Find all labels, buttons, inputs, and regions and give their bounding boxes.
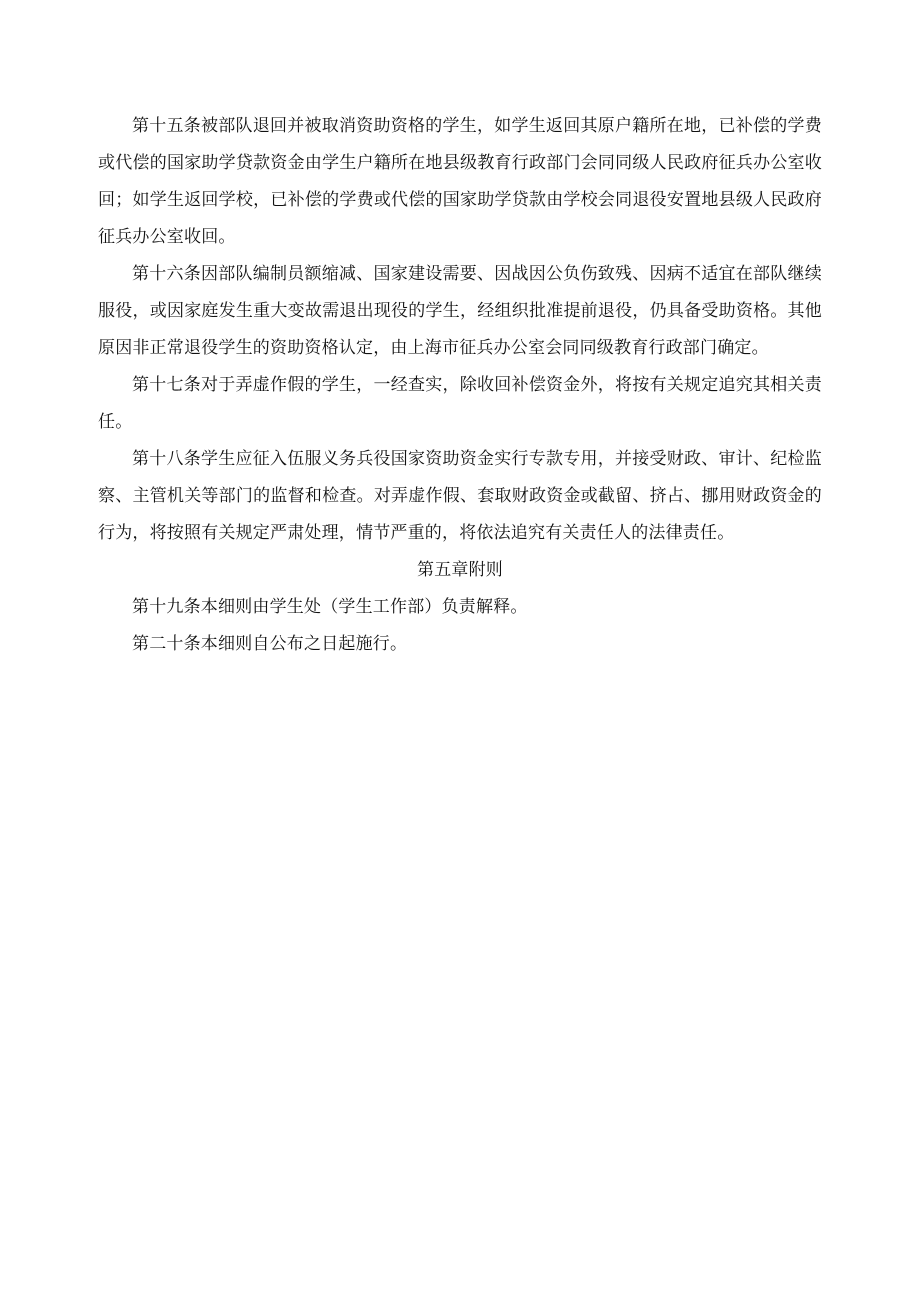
article-16-paragraph: 第十六条因部队编制员额缩减、国家建设需要、因战因公负伤致残、因病不适宜在部队继续服役，或因家庭发生重大变故需退出现役的学生，经组织批准提前退役，仍具备受助资格。其他原因非正常退役学生的资助资格认定，由上海市征兵办公室会同同级教育行政部门确定。 xyxy=(98,264,822,358)
document-body xyxy=(98,108,822,663)
article-20-paragraph: 第二十条本细则自公布之日起施行。 xyxy=(132,634,408,654)
chapter-five-heading: 第五章附则 xyxy=(417,560,503,580)
article-19-paragraph: 第十九条本细则由学生处（学生工作部）负责解释。 xyxy=(132,597,528,617)
article-18-paragraph: 第十八条学生应征入伍服义务兵役国家资助资金实行专款专用，并接受财政、审计、纪检监察、主管机关等部门的监督和检查。对弄虚作假、套取财政资金或截留、挤占、挪用财政资金的行为，将按照有关规定严肃处理，情节严重的，将依法追究有关责任人的法律责任。 xyxy=(98,449,822,543)
article-17-paragraph: 第十七条对于弄虚作假的学生，一经查实，除收回补偿资金外，将按有关规定追究其相关责任。 xyxy=(98,375,822,432)
article-15-paragraph: 第十五条被部队退回并被取消资助资格的学生，如学生返回其原户籍所在地，已补偿的学费或代偿的国家助学贷款资金由学生户籍所在地县级教育行政部门会同同级人民政府征兵办公室收回；如学生返回学校，已补偿的学费或代偿的国家助学贷款由学校会同退役安置地县级人民政府征兵办公室收回。 xyxy=(98,116,822,247)
